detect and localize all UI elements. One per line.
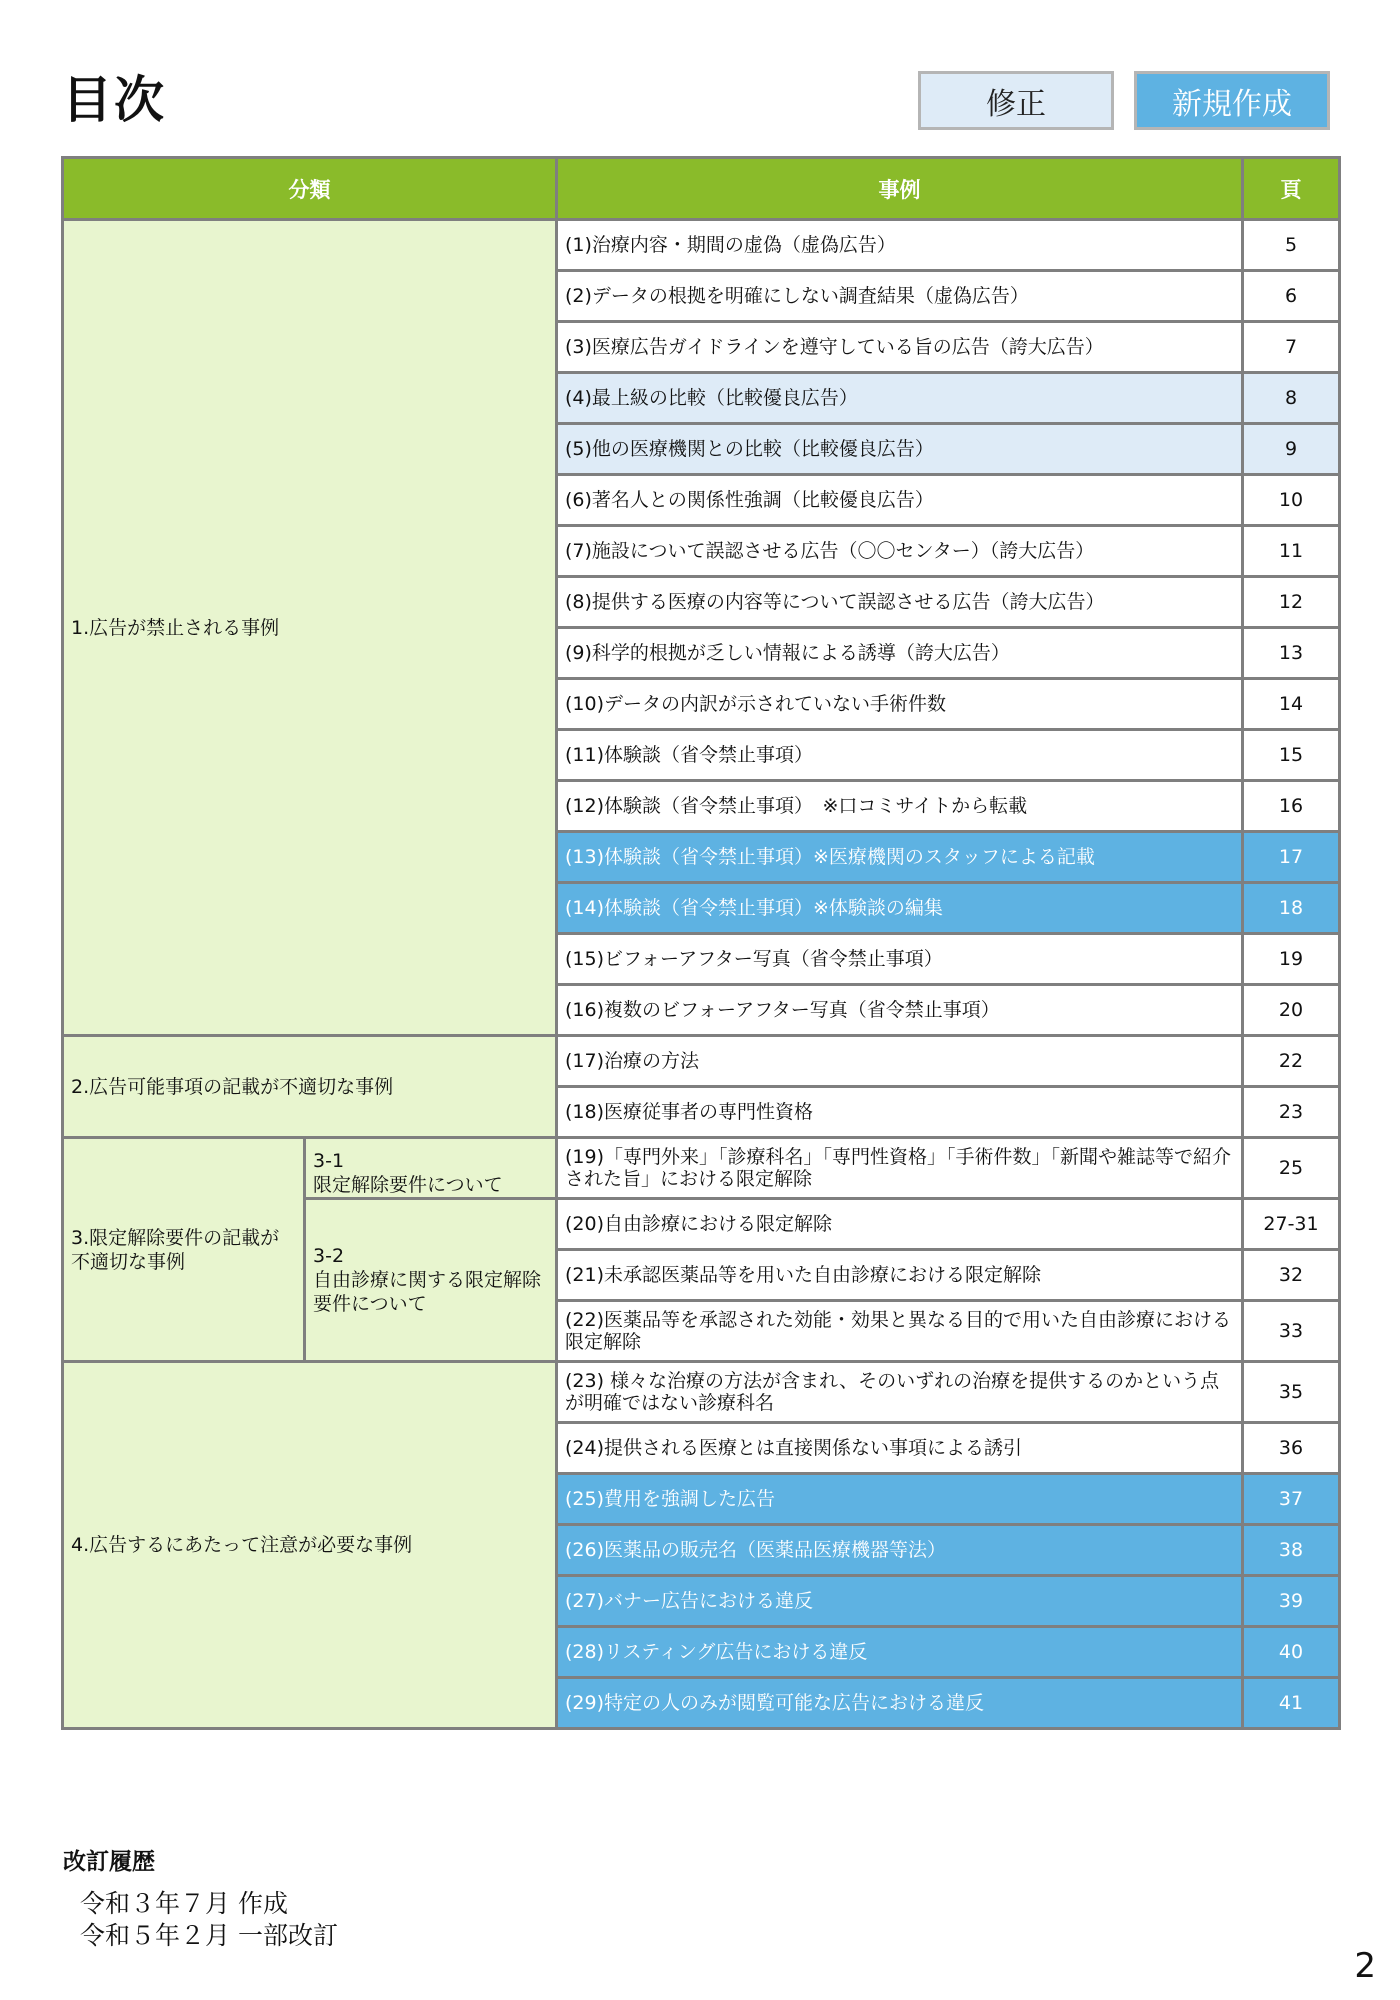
page-cell: 13	[1243, 628, 1340, 679]
page-cell: 8	[1243, 373, 1340, 424]
header-category: 分類	[63, 158, 557, 220]
page-cell: 40	[1243, 1627, 1340, 1678]
case-cell: (27)バナー広告における違反	[557, 1576, 1243, 1627]
case-cell: (3)医療広告ガイドラインを遵守している旨の広告（誇大広告）	[557, 322, 1243, 373]
case-cell: (18)医療従事者の専門性資格	[557, 1087, 1243, 1138]
page-cell: 22	[1243, 1036, 1340, 1087]
page-cell: 12	[1243, 577, 1340, 628]
page-cell: 20	[1243, 985, 1340, 1036]
case-cell: (4)最上級の比較（比較優良広告）	[557, 373, 1243, 424]
case-cell: (24)提供される医療とは直接関係ない事項による誘引	[557, 1423, 1243, 1474]
subcategory-cell	[305, 1138, 557, 1199]
table-row	[63, 1036, 1340, 1087]
header-row	[63, 158, 1340, 220]
toc-body	[63, 220, 1340, 1729]
table-row	[63, 1138, 1340, 1199]
page-title: 目次	[62, 71, 166, 129]
category-cell: 1.広告が禁止される事例	[63, 220, 557, 1036]
page-cell: 6	[1243, 271, 1340, 322]
legend-modified: 修正	[918, 71, 1114, 130]
page-cell: 5	[1243, 220, 1340, 271]
subcategory-label: 自由診療に関する限定解除要件について	[313, 1269, 542, 1315]
page-cell: 39	[1243, 1576, 1340, 1627]
case-cell: (29)特定の人のみが閲覧可能な広告における違反	[557, 1678, 1243, 1729]
case-cell: (17)治療の方法	[557, 1036, 1243, 1087]
page-cell: 36	[1243, 1423, 1340, 1474]
case-cell: (20)自由診療における限定解除	[557, 1199, 1243, 1250]
page-cell: 15	[1243, 730, 1340, 781]
case-cell: (9)科学的根拠が乏しい情報による誘導（誇大広告）	[557, 628, 1243, 679]
page-cell: 17	[1243, 832, 1340, 883]
page-cell: 32	[1243, 1250, 1340, 1301]
legend-new: 新規作成	[1134, 71, 1330, 130]
table-row	[63, 1362, 1340, 1423]
case-cell: (10)データの内訳が示されていない手術件数	[557, 679, 1243, 730]
case-cell: (8)提供する医療の内容等について誤認させる広告（誇大広告）	[557, 577, 1243, 628]
page-cell: 14	[1243, 679, 1340, 730]
revision-list	[80, 1888, 338, 1952]
case-cell: (25)費用を強調した広告	[557, 1474, 1243, 1525]
case-cell: (1)治療内容・期間の虚偽（虚偽広告）	[557, 220, 1243, 271]
page-cell: 33	[1243, 1301, 1340, 1362]
subcategory-cell	[305, 1199, 557, 1362]
page-cell: 9	[1243, 424, 1340, 475]
subcategory-code: 3-2	[313, 1245, 345, 1267]
category-cell: 3.限定解除要件の記載が 不適切な事例	[63, 1138, 305, 1362]
case-cell: (13)体験談（省令禁止事項）※医療機関のスタッフによる記載	[557, 832, 1243, 883]
header-page: 頁	[1243, 158, 1340, 220]
header-case: 事例	[557, 158, 1243, 220]
page-cell: 27-31	[1243, 1199, 1340, 1250]
revision-item: 令和５年２月 一部改訂	[80, 1921, 338, 1950]
case-cell: (12)体験談（省令禁止事項） ※口コミサイトから転載	[557, 781, 1243, 832]
page-cell: 18	[1243, 883, 1340, 934]
subcategory-code: 3-1	[313, 1150, 345, 1172]
revision-item: 令和３年７月 作成	[80, 1889, 288, 1918]
page-cell: 41	[1243, 1678, 1340, 1729]
case-cell: (7)施設について誤認させる広告（〇〇センター）（誇大広告）	[557, 526, 1243, 577]
case-cell: (14)体験談（省令禁止事項）※体験談の編集	[557, 883, 1243, 934]
page-number: 2	[1354, 1946, 1376, 1986]
case-cell: (15)ビフォーアフター写真（省令禁止事項）	[557, 934, 1243, 985]
case-cell: (6)著名人との関係性強調（比較優良広告）	[557, 475, 1243, 526]
page-cell: 11	[1243, 526, 1340, 577]
page-cell: 25	[1243, 1138, 1340, 1199]
case-cell: (5)他の医療機関との比較（比較優良広告）	[557, 424, 1243, 475]
revision-title: 改訂履歴	[63, 1849, 155, 1875]
category-cell: 4.広告するにあたって注意が必要な事例	[63, 1362, 557, 1729]
case-cell: (28)リスティング広告における違反	[557, 1627, 1243, 1678]
case-cell: (26)医薬品の販売名（医薬品医療機器等法）	[557, 1525, 1243, 1576]
case-cell: (23) 様々な治療の方法が含まれ、そのいずれの治療を提供するのかという点が明確ではない診療科名	[557, 1362, 1243, 1423]
page-cell: 23	[1243, 1087, 1340, 1138]
case-cell: (16)複数のビフォーアフター写真（省令禁止事項）	[557, 985, 1243, 1036]
category-cell: 2.広告可能事項の記載が不適切な事例	[63, 1036, 557, 1138]
toc-table	[61, 156, 1341, 1730]
page-cell: 16	[1243, 781, 1340, 832]
page-cell: 19	[1243, 934, 1340, 985]
table-row	[63, 220, 1340, 271]
case-cell: (22)医薬品等を承認された効能・効果と異なる目的で用いた自由診療における限定解除	[557, 1301, 1243, 1362]
page-cell: 7	[1243, 322, 1340, 373]
case-cell: (21)未承認医薬品等を用いた自由診療における限定解除	[557, 1250, 1243, 1301]
case-cell: (19)「専門外来」「診療科名」「専門性資格」「手術件数」「新聞や雑誌等で紹介された旨」における限定解除	[557, 1138, 1243, 1199]
page-cell: 38	[1243, 1525, 1340, 1576]
page-cell: 35	[1243, 1362, 1340, 1423]
page-cell: 37	[1243, 1474, 1340, 1525]
page-cell: 10	[1243, 475, 1340, 526]
subcategory-label: 限定解除要件について	[313, 1174, 503, 1196]
case-cell: (11)体験談（省令禁止事項）	[557, 730, 1243, 781]
case-cell: (2)データの根拠を明確にしない調査結果（虚偽広告）	[557, 271, 1243, 322]
